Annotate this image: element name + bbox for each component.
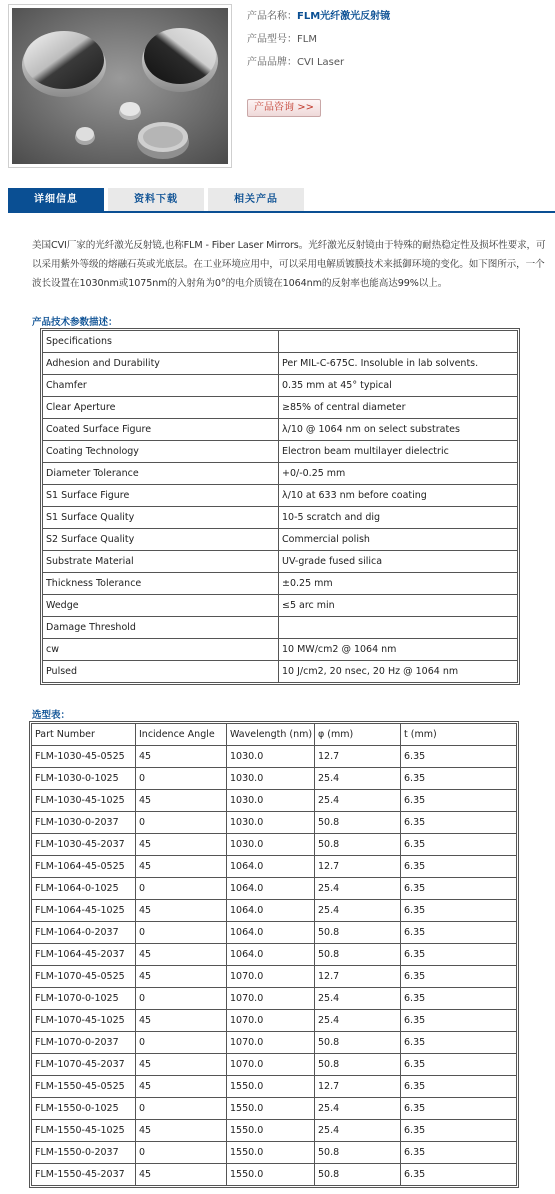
- spec-value-cell: +0/-0.25 mm: [279, 463, 518, 485]
- selection-cell: FLM-1550-45-1025: [32, 1120, 136, 1142]
- product-info: [247, 9, 390, 78]
- spec-param-cell: Specifications: [43, 331, 279, 353]
- selection-cell: 6.35: [401, 1164, 517, 1186]
- spec-param-cell: S1 Surface Quality: [43, 507, 279, 529]
- spec-value-cell: ≤5 arc min: [279, 595, 518, 617]
- selection-cell: 50.8: [315, 1164, 401, 1186]
- spec-param-cell: Chamfer: [43, 375, 279, 397]
- tab-related-products[interactable]: 相关产品: [208, 188, 304, 211]
- selection-header-cell: t (mm): [401, 724, 517, 746]
- selection-cell: 0: [136, 988, 227, 1010]
- selection-row: [32, 1120, 517, 1142]
- selection-row: [32, 1098, 517, 1120]
- selection-cell: 45: [136, 834, 227, 856]
- selection-cell: 25.4: [315, 768, 401, 790]
- selection-cell: 1064.0: [227, 878, 315, 900]
- selection-section-title: 选型表：: [32, 710, 71, 721]
- selection-cell: 50.8: [315, 812, 401, 834]
- selection-cell: 1070.0: [227, 1010, 315, 1032]
- selection-cell: FLM-1064-0-2037: [32, 922, 136, 944]
- selection-cell: 6.35: [401, 746, 517, 768]
- selection-cell: 25.4: [315, 790, 401, 812]
- selection-cell: 45: [136, 966, 227, 988]
- selection-cell: 6.35: [401, 812, 517, 834]
- selection-cell: 1550.0: [227, 1142, 315, 1164]
- selection-row: [32, 768, 517, 790]
- spec-param-cell: Diameter Tolerance: [43, 463, 279, 485]
- spec-row: [43, 595, 518, 617]
- selection-cell: FLM-1550-0-2037: [32, 1142, 136, 1164]
- spec-value-cell: Electron beam multilayer dielectric: [279, 441, 518, 463]
- spec-value-cell: 10 MW/cm2 @ 1064 nm: [279, 639, 518, 661]
- spec-row: [43, 353, 518, 375]
- spec-param-cell: Coated Surface Figure: [43, 419, 279, 441]
- tab-bar: [8, 188, 555, 213]
- spec-table: [42, 330, 518, 683]
- product-name-value: FLM光纤激光反射镜: [297, 11, 391, 22]
- selection-row: [32, 812, 517, 834]
- spec-value-cell: UV-grade fused silica: [279, 551, 518, 573]
- spec-row: [43, 573, 518, 595]
- spec-section-title: 产品技术参数描述：: [32, 317, 118, 328]
- selection-cell: FLM-1064-45-0525: [32, 856, 136, 878]
- selection-table-header: [32, 724, 517, 746]
- spec-row: [43, 639, 518, 661]
- selection-cell: 45: [136, 1054, 227, 1076]
- selection-cell: FLM-1064-45-2037: [32, 944, 136, 966]
- selection-cell: FLM-1064-45-1025: [32, 900, 136, 922]
- selection-cell: 12.7: [315, 746, 401, 768]
- selection-cell: 45: [136, 790, 227, 812]
- selection-cell: 25.4: [315, 900, 401, 922]
- selection-cell: 45: [136, 856, 227, 878]
- selection-cell: 6.35: [401, 1098, 517, 1120]
- spec-value-cell: Per MIL-C-675C. Insoluble in lab solvents.: [279, 353, 518, 375]
- product-name-row: [247, 9, 390, 32]
- spec-value-cell: 10 J/cm2, 20 nsec, 20 Hz @ 1064 nm: [279, 661, 518, 683]
- selection-cell: 1070.0: [227, 1054, 315, 1076]
- spec-param-cell: Adhesion and Durability: [43, 353, 279, 375]
- selection-cell: FLM-1550-0-1025: [32, 1098, 136, 1120]
- product-model-label: 产品型号：: [247, 34, 297, 45]
- spec-row: [43, 463, 518, 485]
- spec-row: [43, 617, 518, 639]
- selection-cell: FLM-1030-0-1025: [32, 768, 136, 790]
- selection-cell: 25.4: [315, 1120, 401, 1142]
- selection-table: [31, 723, 517, 1186]
- product-model-value: FLM: [297, 34, 317, 45]
- mirror-photo: [12, 8, 228, 164]
- tab-downloads[interactable]: 资料下载: [108, 188, 204, 211]
- selection-cell: 50.8: [315, 1142, 401, 1164]
- product-model-row: [247, 32, 390, 55]
- selection-cell: 6.35: [401, 768, 517, 790]
- selection-row: [32, 1054, 517, 1076]
- spec-param-cell: S1 Surface Figure: [43, 485, 279, 507]
- spec-row: [43, 661, 518, 683]
- selection-cell: 25.4: [315, 1010, 401, 1032]
- selection-header-row: [32, 724, 517, 746]
- selection-row: [32, 878, 517, 900]
- selection-row: [32, 746, 517, 768]
- selection-cell: 1030.0: [227, 768, 315, 790]
- product-consult-button[interactable]: 产品咨询 >>: [247, 99, 321, 117]
- selection-cell: 6.35: [401, 900, 517, 922]
- selection-row: [32, 1032, 517, 1054]
- selection-row: [32, 966, 517, 988]
- selection-row: [32, 1076, 517, 1098]
- spec-row: [43, 419, 518, 441]
- spec-table-body: [43, 331, 518, 683]
- selection-cell: 6.35: [401, 834, 517, 856]
- selection-cell: FLM-1070-0-1025: [32, 988, 136, 1010]
- selection-cell: 45: [136, 1076, 227, 1098]
- product-name-label: 产品名称：: [247, 11, 297, 22]
- product-image: [8, 4, 232, 168]
- selection-cell: 0: [136, 1032, 227, 1054]
- selection-row: [32, 988, 517, 1010]
- spec-value-cell: 10-5 scratch and dig: [279, 507, 518, 529]
- spec-param-cell: Damage Threshold: [43, 617, 279, 639]
- selection-cell: 6.35: [401, 988, 517, 1010]
- spec-param-cell: Thickness Tolerance: [43, 573, 279, 595]
- selection-cell: 0: [136, 878, 227, 900]
- selection-row: [32, 1142, 517, 1164]
- selection-cell: 6.35: [401, 1032, 517, 1054]
- selection-cell: 25.4: [315, 878, 401, 900]
- selection-cell: 6.35: [401, 944, 517, 966]
- selection-cell: 12.7: [315, 856, 401, 878]
- selection-cell: 45: [136, 944, 227, 966]
- selection-cell: 1030.0: [227, 834, 315, 856]
- selection-cell: 6.35: [401, 1142, 517, 1164]
- spec-value-cell: ±0.25 mm: [279, 573, 518, 595]
- selection-row: [32, 856, 517, 878]
- selection-cell: 0: [136, 768, 227, 790]
- selection-cell: 1064.0: [227, 944, 315, 966]
- selection-cell: FLM-1070-45-0525: [32, 966, 136, 988]
- product-brand-label: 产品品牌：: [247, 57, 297, 68]
- selection-cell: FLM-1030-45-0525: [32, 746, 136, 768]
- selection-cell: 6.35: [401, 966, 517, 988]
- selection-cell: 45: [136, 900, 227, 922]
- selection-cell: 45: [136, 1164, 227, 1186]
- selection-cell: 1030.0: [227, 812, 315, 834]
- selection-cell: 1064.0: [227, 922, 315, 944]
- selection-cell: 12.7: [315, 1076, 401, 1098]
- selection-cell: FLM-1550-45-2037: [32, 1164, 136, 1186]
- spec-row: [43, 397, 518, 419]
- spec-param-cell: Coating Technology: [43, 441, 279, 463]
- selection-cell: FLM-1064-0-1025: [32, 878, 136, 900]
- selection-row: [32, 1164, 517, 1186]
- selection-cell: 25.4: [315, 1098, 401, 1120]
- selection-header-cell: φ (mm): [315, 724, 401, 746]
- selection-row: [32, 834, 517, 856]
- selection-cell: 1550.0: [227, 1164, 315, 1186]
- selection-row: [32, 1010, 517, 1032]
- selection-cell: 25.4: [315, 988, 401, 1010]
- spec-value-cell: Commercial polish: [279, 529, 518, 551]
- selection-cell: FLM-1070-45-2037: [32, 1054, 136, 1076]
- product-brand-row: [247, 55, 390, 78]
- selection-cell: FLM-1030-0-2037: [32, 812, 136, 834]
- selection-cell: 1550.0: [227, 1076, 315, 1098]
- selection-cell: 1070.0: [227, 1032, 315, 1054]
- selection-row: [32, 922, 517, 944]
- selection-cell: 1070.0: [227, 988, 315, 1010]
- selection-row: [32, 900, 517, 922]
- selection-cell: 1064.0: [227, 856, 315, 878]
- selection-cell: 6.35: [401, 1120, 517, 1142]
- selection-cell: FLM-1070-45-1025: [32, 1010, 136, 1032]
- spec-value-cell: [279, 331, 518, 353]
- selection-cell: 0: [136, 1142, 227, 1164]
- selection-cell: 1550.0: [227, 1120, 315, 1142]
- selection-cell: FLM-1030-45-1025: [32, 790, 136, 812]
- selection-cell: 1070.0: [227, 966, 315, 988]
- selection-cell: 6.35: [401, 878, 517, 900]
- spec-value-cell: 0.35 mm at 45° typical: [279, 375, 518, 397]
- selection-cell: 45: [136, 1120, 227, 1142]
- selection-cell: 45: [136, 746, 227, 768]
- selection-cell: 50.8: [315, 1032, 401, 1054]
- selection-cell: 50.8: [315, 944, 401, 966]
- spec-row: [43, 551, 518, 573]
- selection-cell: 12.7: [315, 966, 401, 988]
- selection-cell: 0: [136, 922, 227, 944]
- spec-row: [43, 507, 518, 529]
- selection-cell: FLM-1070-0-2037: [32, 1032, 136, 1054]
- selection-cell: 6.35: [401, 1054, 517, 1076]
- spec-param-cell: S2 Surface Quality: [43, 529, 279, 551]
- selection-header-cell: Part Number: [32, 724, 136, 746]
- spec-param-cell: Clear Aperture: [43, 397, 279, 419]
- selection-cell: 1030.0: [227, 790, 315, 812]
- selection-cell: 45: [136, 1010, 227, 1032]
- selection-cell: 1550.0: [227, 1098, 315, 1120]
- spec-param-cell: Substrate Material: [43, 551, 279, 573]
- product-brand-value: CVI Laser: [297, 57, 345, 68]
- selection-cell: 6.35: [401, 790, 517, 812]
- spec-param-cell: Pulsed: [43, 661, 279, 683]
- selection-cell: 6.35: [401, 922, 517, 944]
- spec-param-cell: Wedge: [43, 595, 279, 617]
- selection-cell: 50.8: [315, 922, 401, 944]
- product-description: 美国CVI厂家的光纤激光反射镜,也称FLM - Fiber Laser Mirrors。光纤激光反射镜由于特殊的耐热稳定性及损坏性要求，可以采用紫外等级的熔融石英或光底层。在工业环境应用中，可以采用电解质镀膜技术来抵御环境的变化。如下图所示，一个波长设置在1030nm或1075nm的入射角为0°的电介质镜在1064nm的反射率也能高达99%以上。: [32, 240, 546, 289]
- spec-value-cell: [279, 617, 518, 639]
- spec-row: [43, 485, 518, 507]
- selection-cell: 6.35: [401, 856, 517, 878]
- spec-row: [43, 529, 518, 551]
- selection-table-body: [32, 746, 517, 1186]
- selection-cell: 6.35: [401, 1076, 517, 1098]
- selection-row: [32, 790, 517, 812]
- selection-cell: FLM-1550-45-0525: [32, 1076, 136, 1098]
- spec-row: [43, 375, 518, 397]
- spec-value-cell: λ/10 @ 1064 nm on select substrates: [279, 419, 518, 441]
- selection-cell: 0: [136, 812, 227, 834]
- selection-cell: FLM-1030-45-2037: [32, 834, 136, 856]
- selection-cell: 1030.0: [227, 746, 315, 768]
- spec-value-cell: ≥85% of central diameter: [279, 397, 518, 419]
- selection-row: [32, 944, 517, 966]
- tab-details[interactable]: 详细信息: [8, 188, 104, 211]
- spec-row: [43, 441, 518, 463]
- spec-value-cell: λ/10 at 633 nm before coating: [279, 485, 518, 507]
- spec-row: [43, 331, 518, 353]
- spec-param-cell: cw: [43, 639, 279, 661]
- selection-cell: 50.8: [315, 834, 401, 856]
- selection-cell: 0: [136, 1098, 227, 1120]
- selection-cell: 50.8: [315, 1054, 401, 1076]
- selection-cell: 1064.0: [227, 900, 315, 922]
- selection-header-cell: Wavelength (nm): [227, 724, 315, 746]
- selection-header-cell: Incidence Angle: [136, 724, 227, 746]
- selection-cell: 6.35: [401, 1010, 517, 1032]
